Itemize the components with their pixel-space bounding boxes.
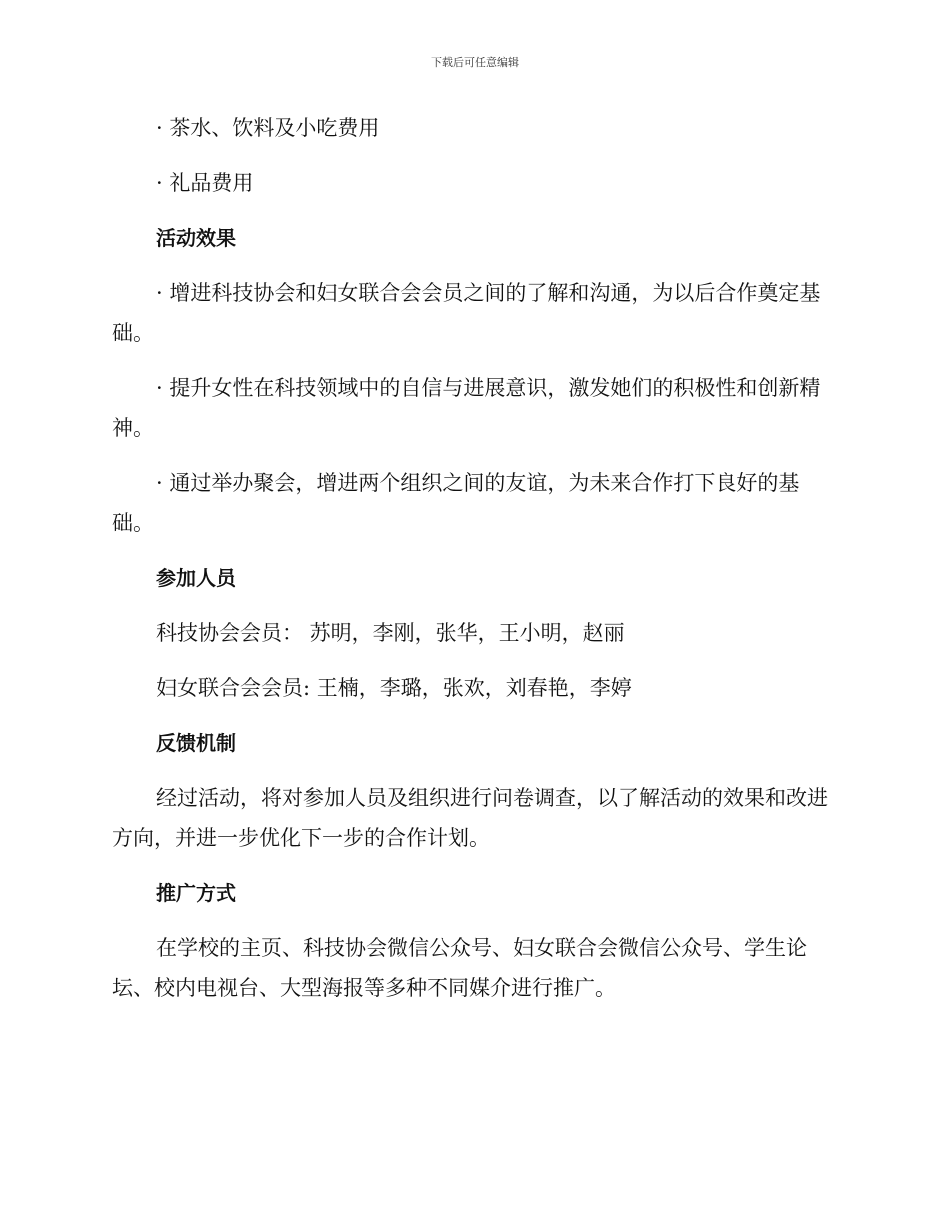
effect-item: · 增进科技协会和妇女联合会会员之间的了解和沟通，为以后合作奠定基础。 <box>112 281 821 345</box>
page-header: 下载后可任意编辑 <box>431 56 519 69</box>
cost-item: · 茶水、饮料及小吃费用 <box>156 116 380 140</box>
participants-tech: 科技协会会员： 苏明，李刚，张华，王小明，赵丽 <box>156 621 625 645</box>
promotion-text: 在学校的主页、科技协会微信公众号、妇女联合会微信公众号、学生论坛、校内电视台、大型海报等多种不同媒介进行推广。 <box>112 936 807 1000</box>
cost-item: · 礼品费用 <box>156 171 254 195</box>
effect-item: · 提升女性在科技领域中的自信与进展意识，激发她们的积极性和创新精神。 <box>112 376 821 440</box>
participants-women: 妇女联合会会员: 王楠，李璐，张欢，刘春艳，李婷 <box>156 676 632 700</box>
section-heading-feedback: 反馈机制 <box>156 731 236 755</box>
section-heading-effects: 活动效果 <box>156 226 236 250</box>
effect-item: · 通过举办聚会，增进两个组织之间的友谊，为未来合作打下良好的基础。 <box>112 471 800 535</box>
section-heading-promotion: 推广方式 <box>156 881 236 905</box>
section-heading-participants: 参加人员 <box>156 566 236 590</box>
document-body <box>112 108 832 1023</box>
feedback-text: 经过活动，将对参加人员及组织进行问卷调查，以了解活动的效果和改进方向，并进一步优化下一步的合作计划。 <box>112 786 828 850</box>
